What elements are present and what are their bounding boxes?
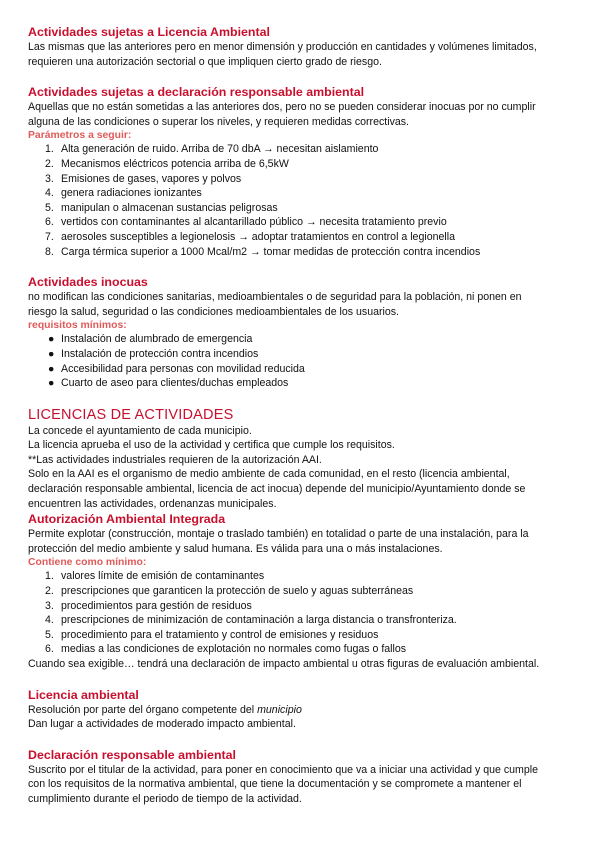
bullet-icon: ● [48,377,55,390]
paragraph: con los requisitos de la normativa ambiental, que tiene la documentación y se compromete a mantener el [28,778,522,791]
bullet-icon: ● [48,362,55,375]
heading-declaracion-activities: Actividades sujetas a declaración responsable ambiental [28,85,365,100]
heading-licencia-ambiental: Licencia ambiental [28,687,139,702]
list-item: ● Cuarto de aseo para clientes/duchas empleados [48,377,289,390]
heading-licencias-de-actividades: LICENCIAS DE ACTIVIDADES [28,406,234,423]
heading-licencia-ambiental-activities: Actividades sujetas a Licencia Ambiental [28,25,270,39]
list-item: 1. valores límite de emisión de contaminantes [45,570,265,583]
bullet-list-requisitos [28,332,600,390]
paragraph: Permite explotar (construcción, montaje o traslado también) en totalidad o parte de una instalación, para la [28,528,529,541]
paragraph: La licencia aprueba el uso de la actividad y certifica que cumple los requisitos. [28,439,395,452]
paragraph: La concede el ayuntamiento de cada municipio. [28,424,252,437]
list-item: 6. medias a las condiciones de explotación no normales como fugas o fallos [45,643,407,656]
paragraph: no modifican las condiciones sanitarias, medioambientales o de seguridad para la población, ni ponen en [28,291,522,304]
list-item: ● Instalación de alumbrado de emergencia [48,333,253,346]
bullet-icon: ● [48,333,55,346]
paragraph: protección del medio ambiente y salud humana. Es válida para una o más instalaciones. [28,542,443,555]
heading-actividades-inocuas: Actividades inocuas [28,275,148,290]
paragraph: encuentren las actividades, ordenanzas municipales. [28,497,277,510]
paragraph: Dan lugar a actividades de moderado impacto ambiental. [28,718,296,731]
list-item: ● Accesibilidad para personas con movilidad reducida [48,362,305,375]
paragraph: declaración responsable ambiental, licencia de act inocua) depende del municipio/Ayuntamiento donde se [28,483,526,496]
paragraph: Solo en la AAI es el organismo de medio ambiente de cada comunidad, en el resto (licencia ambiental, [28,468,510,481]
subheading-parametros: Parámetros a seguir: [28,130,132,142]
list-item: ● Instalación de protección contra incendios [48,347,259,360]
list-item: 8. Carga térmica superior a 1000 Mcal/m2 → tomar medidas de protección contra incendios [45,245,481,258]
list-item: 5. manipulan o almacenan sustancias peligrosas [45,201,278,214]
subheading-contiene: Contiene como mínimo: [28,557,147,569]
paragraph: riesgo la salud, seguridad o las condiciones medioambientales de los usuarios. [28,305,399,318]
subheading-requisitos: requisitos mínimos: [28,320,127,332]
list-item: 3. procedimientos para gestión de residuos [45,599,252,612]
bullet-icon: ● [48,347,55,360]
list-item: 2. prescripciones que garanticen la protección de suelo y aguas subterráneas [45,585,414,598]
paragraph: **Las actividades industriales requieren de la autorización AAI. [28,453,322,466]
numbered-list-parametros [28,142,600,259]
paragraph: Suscrito por el titular de la actividad, para poner en conocimiento que va a iniciar una actividad y que cumple [28,763,538,776]
list-item: 7. aerosoles susceptibles a legionelosis → adoptar tratamientos en control a legionella [45,230,455,243]
paragraph: Aquellas que no están sometidas a las anteriores dos, pero no se pueden considerar inocuas por no cumplir [28,101,536,114]
numbered-list-contiene [28,569,600,657]
list-item: 2. Mecanismos eléctricos potencia arriba de 6,5kW [45,157,289,170]
list-item: 3. Emisiones de gases, vapores y polvos [45,172,242,185]
list-item: 4. prescripciones de minimización de contaminación a larga distancia o transfronteriza. [45,614,457,627]
paragraph: Resolución por parte del órgano competente del municipio [28,703,302,716]
list-item: 6. vertidos con contaminantes al alcantarillado público → necesita tratamiento previo [45,216,447,229]
list-item: 1. Alta generación de ruido. Arriba de 70 dbA → necesitan aislamiento [45,143,379,156]
paragraph: cumplimiento durante el periodo de tiempo de la actividad. [28,792,302,805]
list-item: 4. genera radiaciones ionizantes [45,187,202,200]
heading-declaracion-responsable-ambiental: Declaración responsable ambiental [28,747,236,762]
paragraph: Las mismas que las anteriores pero en menor dimensión y producción en cantidades y volúmenes limitados, [28,41,537,53]
heading-autorizacion-ambiental-integrada: Autorización Ambiental Integrada [28,512,226,527]
paragraph: alguna de las condiciones o superar los niveles, y requieren medidas correctivas. [28,115,409,128]
list-item: 5. procedimiento para el tratamiento y control de emisiones y residuos [45,628,379,641]
paragraph: requieren una autorización sectorial o que impliquen cierto grado de riesgo. [28,55,382,68]
paragraph: Cuando sea exigible… tendrá una declaración de impacto ambiental u otras figuras de evaluación ambiental. [28,658,540,670]
